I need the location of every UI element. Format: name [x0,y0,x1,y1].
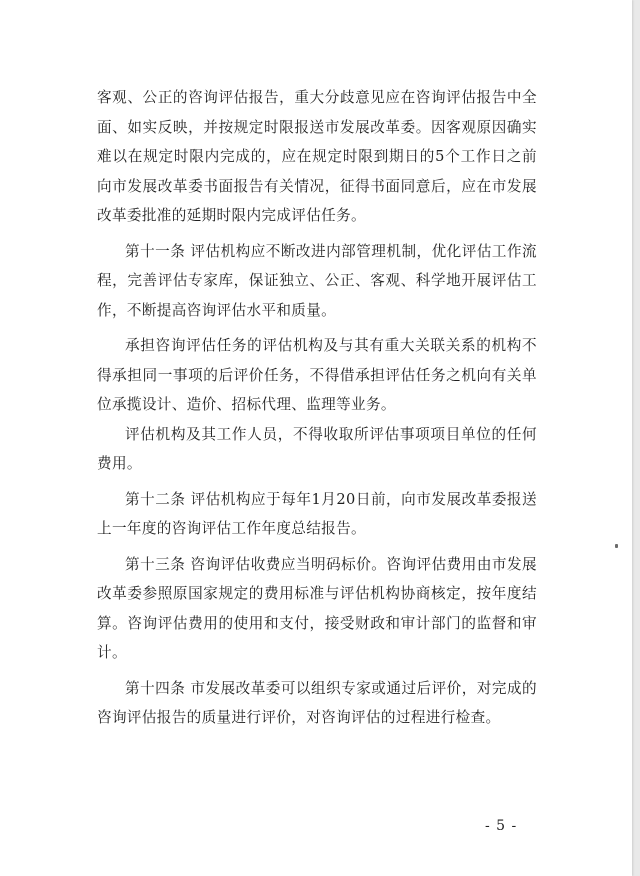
scan-speck [615,544,618,548]
document-body [97,83,537,733]
paragraph-continuation: 客观、公正的咨询评估报告，重大分歧意见应在咨询评估报告中全面、如实反映，并按规定时限报送市发展改革委。因客观原因确实难以在规定时限内完成的，应在规定时限到期日的5个工作日之前向市发展改革委书面报告有关情况，征得书面同意后，应在市发展改革委批准的延期时限内完成评估任务。 [97,89,537,224]
paragraph-fee-prohibition: 评估机构及其工作人员，不得收取所评估事项项目单位的任何费用。 [97,425,537,472]
page-number: - 5 - [485,818,518,834]
paragraph-related-party-restriction: 承担咨询评估任务的评估机构及与其有重大关联关系的机构不得承担同一事项的后评价任务，不得借承担评估任务之机向有关单位承揽设计、造价、招标代理、监理等业务。 [97,337,537,413]
paragraph-article-11: 第十一条 评估机构应不断改进内部管理机制，优化评估工作流程，完善评估专家库，保证独立、公正、客观、科学地开展评估工作，不断提高咨询评估水平和质量。 [97,242,537,319]
paragraph-article-12: 第十二条 评估机构应于每年1月20日前，向市发展改革委报送上一年度的咨询评估工作年度总结报告。 [97,490,537,537]
paragraph-article-14: 第十四条 市发展改革委可以组织专家或通过后评价，对完成的咨询评估报告的质量进行评价，对咨询评估的过程进行检查。 [97,679,537,726]
paragraph-article-13: 第十三条 咨询评估收费应当明码标价。咨询评估费用由市发展改革委参照原国家规定的费用标准与评估机构协商核定，按年度结算。咨询评估费用的使用和支付，接受财政和审计部门的监督和审计。 [97,555,537,661]
